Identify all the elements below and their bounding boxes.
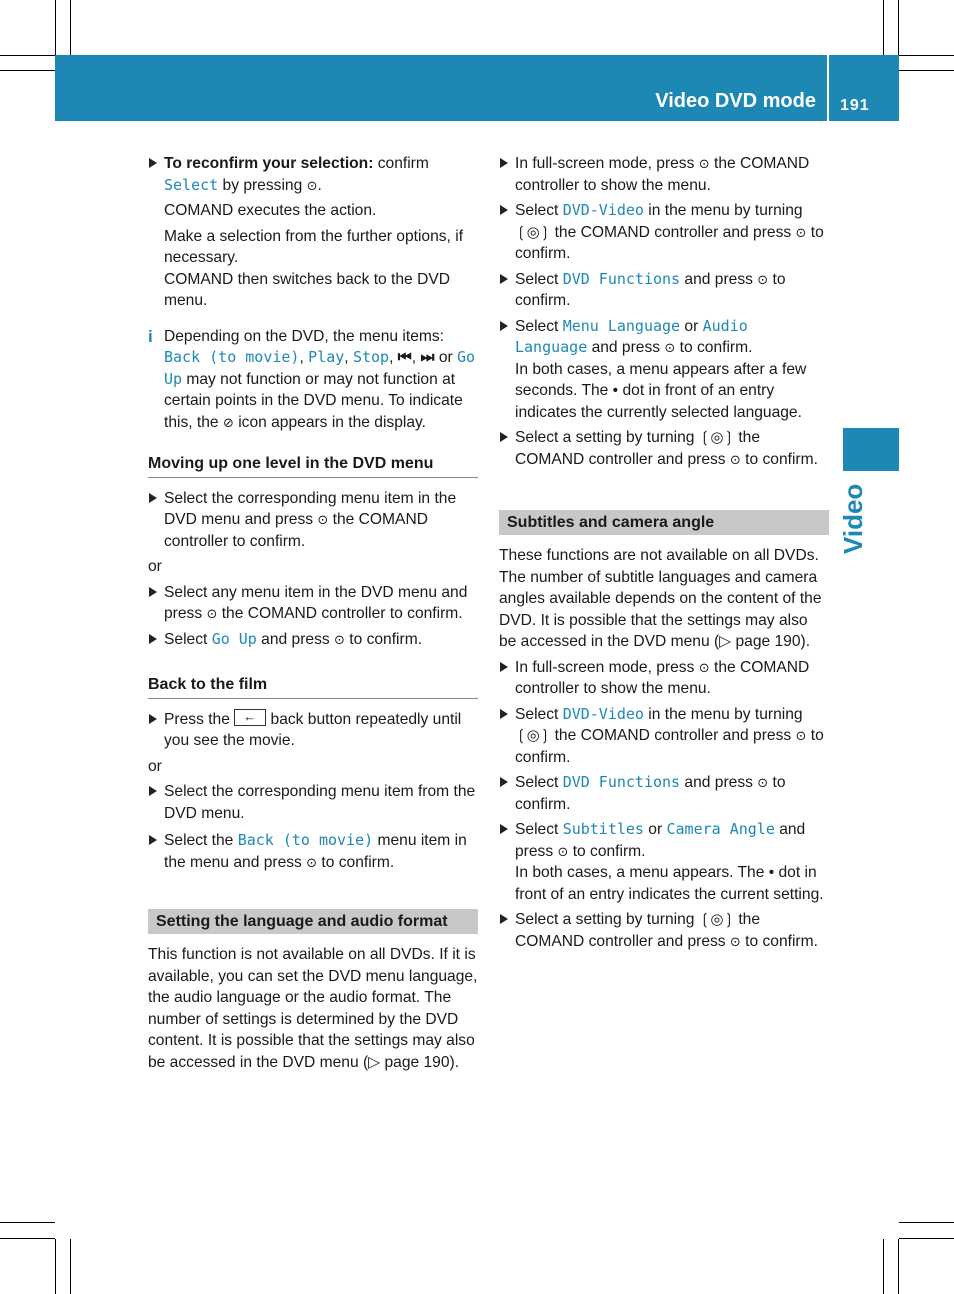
paragraph: COMAND executes the action. bbox=[164, 202, 377, 219]
text: the COMAND controller and press bbox=[515, 429, 761, 468]
text: the COMAND controller to show the menu. bbox=[515, 155, 810, 194]
text: or bbox=[643, 821, 667, 838]
press-icon: ⊙ bbox=[206, 606, 218, 621]
text: , bbox=[344, 349, 353, 366]
text: Select the bbox=[164, 832, 238, 849]
text: or bbox=[680, 317, 703, 335]
text: and press bbox=[587, 339, 665, 356]
crop-mark bbox=[70, 0, 71, 55]
press-icon: ⊙ bbox=[795, 728, 807, 743]
text: Select bbox=[515, 202, 563, 219]
step bbox=[148, 582, 478, 625]
crop-mark bbox=[899, 1238, 954, 1239]
no-entry-icon: ⊘ bbox=[222, 414, 234, 430]
step bbox=[148, 488, 478, 553]
text: back button repeatedly until you see the movie. bbox=[164, 710, 462, 749]
text: In both cases, a menu appears. The bbox=[515, 864, 769, 881]
section-heading-language: Setting the language and audio format bbox=[148, 909, 478, 934]
step bbox=[499, 153, 829, 196]
crop-mark bbox=[0, 55, 55, 56]
text: to confirm. bbox=[344, 630, 423, 648]
step-reconfirm bbox=[148, 153, 478, 196]
text: and press bbox=[680, 774, 758, 791]
step bbox=[499, 909, 829, 952]
text: in the menu by turning bbox=[643, 202, 803, 219]
text: Select bbox=[515, 774, 563, 791]
menu-item-back: Back (to movie) bbox=[164, 348, 300, 366]
paragraph: This function is not available on all DVDs. If it is available, you can set the DVD menu language, the audio language or the audio format. The number of settings is determined by the DVD content. It is possible that the settings may also be accessed in the DVD menu (▷ page 190). bbox=[148, 946, 478, 1071]
step bbox=[499, 427, 829, 470]
paragraph bbox=[148, 226, 478, 312]
menu-item-stop: Stop bbox=[352, 348, 390, 366]
press-icon: ⊙ bbox=[317, 512, 329, 527]
subheading-back-to-film: Back to the film bbox=[148, 674, 478, 699]
skip-back-icon: ⏮ bbox=[397, 349, 412, 366]
text: Select a setting by turning bbox=[515, 911, 699, 928]
text: in the menu by turning bbox=[643, 705, 803, 723]
text: and press bbox=[680, 270, 758, 288]
text: by pressing bbox=[218, 176, 307, 194]
press-icon: ⊙ bbox=[557, 843, 569, 859]
crop-mark bbox=[883, 1239, 884, 1294]
text: . bbox=[317, 176, 322, 194]
text: , bbox=[411, 349, 421, 366]
text: COMAND then switches back to the DVD menu. bbox=[164, 270, 450, 309]
crop-mark bbox=[899, 70, 954, 71]
menu-item-dvd-functions: DVD Functions bbox=[562, 773, 681, 791]
crop-mark bbox=[899, 1222, 954, 1223]
text: to confirm. bbox=[740, 450, 818, 468]
menu-item-camera-angle: Camera Angle bbox=[666, 820, 775, 838]
text: the COMAND controller to show the menu. bbox=[515, 658, 810, 697]
text: confirm bbox=[373, 155, 429, 172]
text: menu item in the menu and press bbox=[164, 832, 467, 871]
step bbox=[499, 269, 829, 312]
press-icon: ⊙ bbox=[795, 224, 807, 240]
or-text: or bbox=[148, 757, 162, 775]
menu-item-subtitles: Subtitles bbox=[562, 820, 644, 838]
text: or bbox=[434, 349, 458, 366]
paragraph: These functions are not available on all DVDs. The number of subtitle languages and camera angles available depends on the content of the DVD. It is possible that the settings may also be accessed in the DVD menu (▷ page 190). bbox=[499, 547, 822, 650]
page-number: 191 bbox=[840, 97, 870, 114]
menu-item-dvd-video: DVD-Video bbox=[562, 704, 644, 723]
text: the COMAND controller and press bbox=[550, 223, 796, 241]
press-icon: ⊙ bbox=[306, 854, 318, 870]
menu-item-play: Play bbox=[308, 348, 345, 366]
crop-mark bbox=[0, 1238, 55, 1239]
press-icon: ⊙ bbox=[729, 451, 741, 467]
crop-mark bbox=[899, 55, 954, 56]
text: to confirm. bbox=[740, 932, 818, 950]
text: Select any menu item in the DVD menu and press bbox=[164, 583, 468, 622]
step bbox=[148, 629, 478, 651]
text: dot in front of an entry indicates the currently selected language. bbox=[515, 382, 802, 421]
section-title: Video DVD mode bbox=[655, 90, 816, 112]
press-icon: ⊙ bbox=[334, 631, 345, 647]
menu-item-back: Back (to movie) bbox=[237, 831, 374, 849]
subheading-moving-up: Moving up one level in the DVD menu bbox=[148, 453, 478, 478]
text: Select bbox=[164, 630, 212, 648]
crop-mark bbox=[898, 1239, 899, 1294]
text: and press bbox=[256, 630, 334, 648]
menu-item-dvd-functions: DVD Functions bbox=[562, 269, 681, 288]
crop-mark bbox=[883, 0, 884, 55]
text: to confirm. bbox=[515, 223, 824, 262]
text: the COMAND controller and press bbox=[515, 911, 761, 950]
right-column bbox=[499, 153, 829, 956]
text: Press the bbox=[164, 710, 235, 728]
text: Select bbox=[515, 705, 563, 723]
step: Select the corresponding menu item from the DVD menu. bbox=[148, 781, 478, 824]
info-note bbox=[148, 326, 478, 434]
press-icon: ⊙ bbox=[757, 271, 769, 287]
step bbox=[499, 316, 829, 424]
text: Select bbox=[515, 821, 563, 838]
text: , bbox=[299, 349, 309, 366]
text: may not function or may not function at certain points in the DVD menu. To indicate this, the bbox=[164, 370, 463, 431]
page-header bbox=[55, 55, 899, 121]
header-divider bbox=[827, 55, 829, 121]
dot-icon: • bbox=[768, 864, 775, 881]
text: to confirm. bbox=[675, 339, 753, 356]
text: Select bbox=[515, 317, 563, 335]
turn-controller-icon: ❲◎❳ bbox=[698, 911, 735, 928]
turn-controller-icon: ❲◎❳ bbox=[515, 727, 551, 744]
turn-controller-icon: ❲◎❳ bbox=[515, 223, 551, 241]
press-icon: ⊙ bbox=[698, 156, 710, 171]
text: to confirm. bbox=[317, 853, 395, 871]
step bbox=[148, 709, 478, 752]
menu-item-menu-language: Menu Language bbox=[562, 316, 681, 335]
left-column bbox=[148, 153, 478, 1077]
text: Depending on the DVD, the menu items: bbox=[164, 327, 444, 345]
menu-item-dvd-video: DVD-Video bbox=[562, 201, 644, 219]
info-icon: i bbox=[148, 326, 153, 346]
press-icon: ⊙ bbox=[729, 933, 741, 949]
text: dot in front of an entry indicates the current setting. bbox=[515, 864, 824, 903]
text: Select a setting by turning bbox=[515, 429, 699, 446]
menu-item-select: Select bbox=[164, 175, 219, 194]
text: icon appears in the display. bbox=[233, 413, 427, 431]
section-heading-subtitles: Subtitles and camera angle bbox=[499, 510, 829, 535]
step bbox=[499, 704, 829, 769]
text: the COMAND controller to confirm. bbox=[217, 605, 463, 622]
text: to confirm. bbox=[515, 727, 824, 766]
crop-mark bbox=[0, 1222, 55, 1223]
step bbox=[499, 200, 829, 265]
text: In full-screen mode, press bbox=[515, 658, 699, 676]
press-icon: ⊙ bbox=[757, 775, 769, 790]
crop-mark bbox=[70, 1239, 71, 1294]
text: and press bbox=[515, 821, 806, 860]
text: to confirm. bbox=[568, 842, 646, 860]
text: , bbox=[389, 349, 398, 366]
text: Select the corresponding menu item in the DVD menu and press bbox=[164, 489, 457, 528]
menu-item-audio-language: Audio Language bbox=[515, 316, 748, 356]
step bbox=[499, 819, 829, 905]
menu-item-go-up: Go Up bbox=[211, 629, 257, 648]
crop-mark bbox=[55, 0, 56, 55]
text: Select bbox=[515, 270, 563, 288]
text: to confirm. bbox=[515, 774, 786, 813]
press-icon: ⊙ bbox=[664, 340, 676, 355]
press-icon: ⊙ bbox=[698, 659, 710, 675]
step-bold-label: To reconfirm your selection: bbox=[164, 155, 374, 172]
step bbox=[499, 772, 829, 815]
text: In both cases, a menu appears after a few seconds. The bbox=[515, 360, 807, 399]
text: the COMAND controller to confirm. bbox=[164, 511, 428, 550]
text: the COMAND controller and press bbox=[550, 727, 796, 744]
turn-controller-icon: ❲◎❳ bbox=[698, 429, 735, 446]
crop-mark bbox=[0, 70, 55, 71]
chapter-tab bbox=[843, 428, 899, 471]
dot-icon: • bbox=[612, 382, 619, 399]
text: to confirm. bbox=[515, 270, 786, 309]
step bbox=[148, 830, 478, 873]
back-button-icon bbox=[234, 709, 266, 726]
text: In full-screen mode, press bbox=[515, 155, 699, 172]
crop-mark bbox=[898, 0, 899, 55]
press-icon: ⊙ bbox=[306, 177, 318, 193]
or-text: or bbox=[148, 558, 162, 575]
menu-item-go-up: Go Up bbox=[164, 348, 476, 388]
chapter-tab-label: Video bbox=[838, 483, 868, 554]
crop-mark bbox=[55, 1239, 56, 1294]
text: Make a selection from the further options, if necessary. bbox=[164, 227, 464, 266]
skip-forward-icon: ⏭ bbox=[420, 349, 435, 366]
step bbox=[499, 657, 829, 700]
